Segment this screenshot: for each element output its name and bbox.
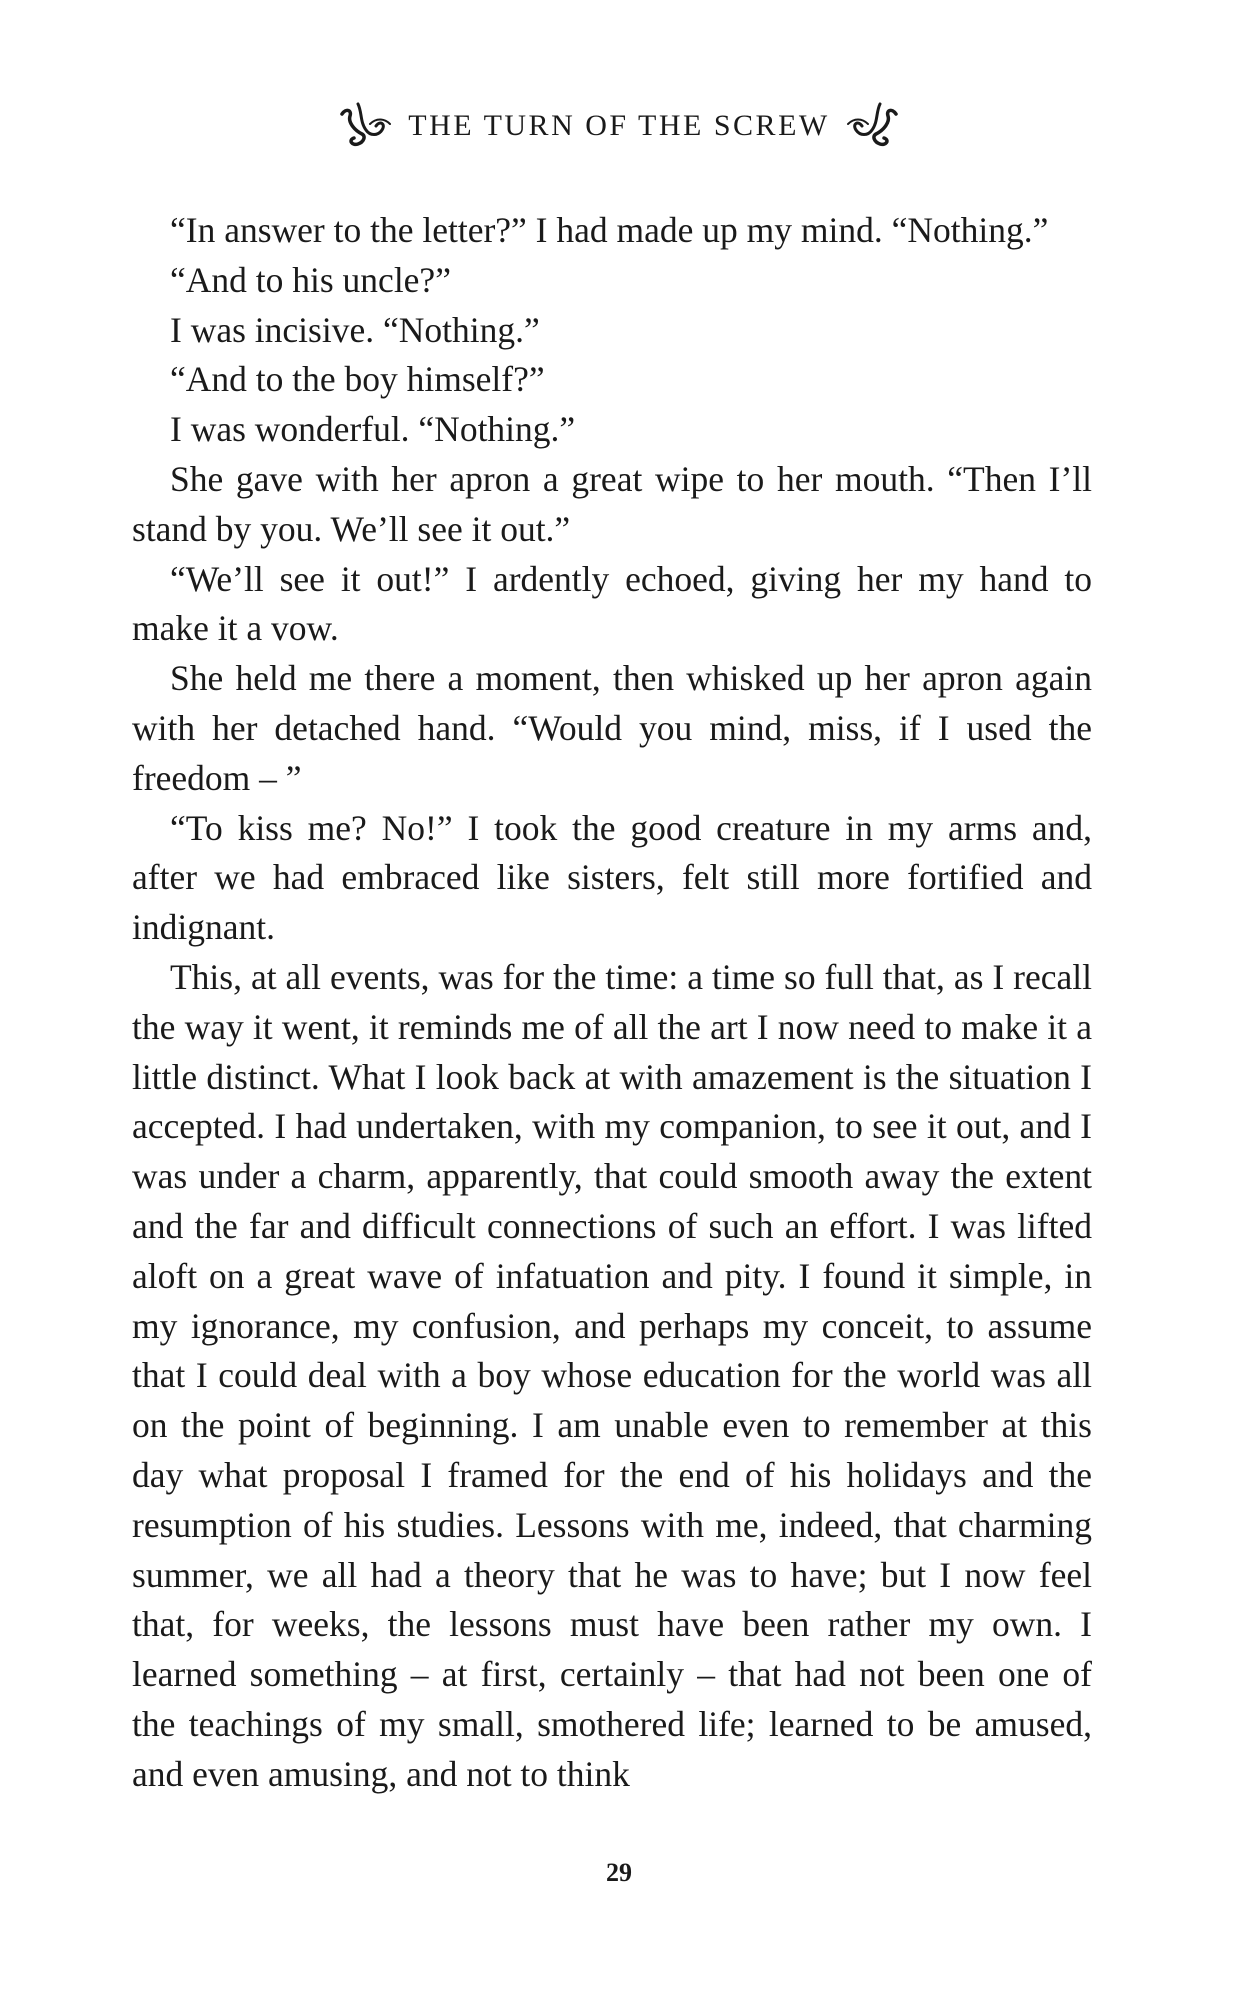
page-number: 29 [606,1858,632,1887]
body-text [132,206,1092,1800]
running-header [0,96,1238,156]
book-title: THE TURN OF THE SCREW [408,109,830,142]
paragraph: This, at all events, was for the time: a time so full that, as I recall the way it went, it reminds me of all the art I now need to make it a little distinct. What I look back at with amazement is the situation I accepted. I had undertaken, with my companion, to see it out, and I was under a charm, apparently, that could smooth away the extent and the far and difficult connections of such an effort. I was lifted aloft on a great wave of infatuation and pity. I found it simple, in my ignorance, my confusion, and perhaps my conceit, to assume that I could deal with a boy whose education for the world was all on the point of beginning. I am unable even to remember at this day what proposal I framed for the end of his holidays and the resumption of his studies. Lessons with me, indeed, that charming summer, we all had a theory that he was to have; but I now feel that, for weeks, the lessons must have been rather my own. I learned something – at first, certainly – that had not been one of the teachings of my small, smothered life; learned to be amused, and even amusing, and not to think [132,956,1092,1794]
paragraph: “And to the boy himself?” [170,359,545,400]
flourish-right-icon [846,100,902,152]
paragraph: She gave with her apron a great wipe to her mouth. “Then I’ll stand by you. We’ll see it out.” [132,458,1092,549]
paragraph: She held me there a moment, then whisked up her apron again with her detached hand. “Would you mind, miss, if I used the freedom – ” [132,658,1092,798]
paragraph: “To kiss me? No!” I took the good creature in my arms and, after we had embraced like sisters, felt still more fortified and indignant. [132,807,1092,948]
paragraph: “We’ll see it out!” I ardently echoed, giving her my hand to make it a vow. [132,558,1092,649]
paragraph: I was incisive. “Nothing.” [170,309,540,350]
flourish-left-icon [336,100,392,152]
paragraph: “In answer to the letter?” I had made up my mind. “Nothing.” [170,210,1049,250]
paragraph: “And to his uncle?” [170,259,451,300]
paragraph: I was wonderful. “Nothing.” [170,409,576,450]
